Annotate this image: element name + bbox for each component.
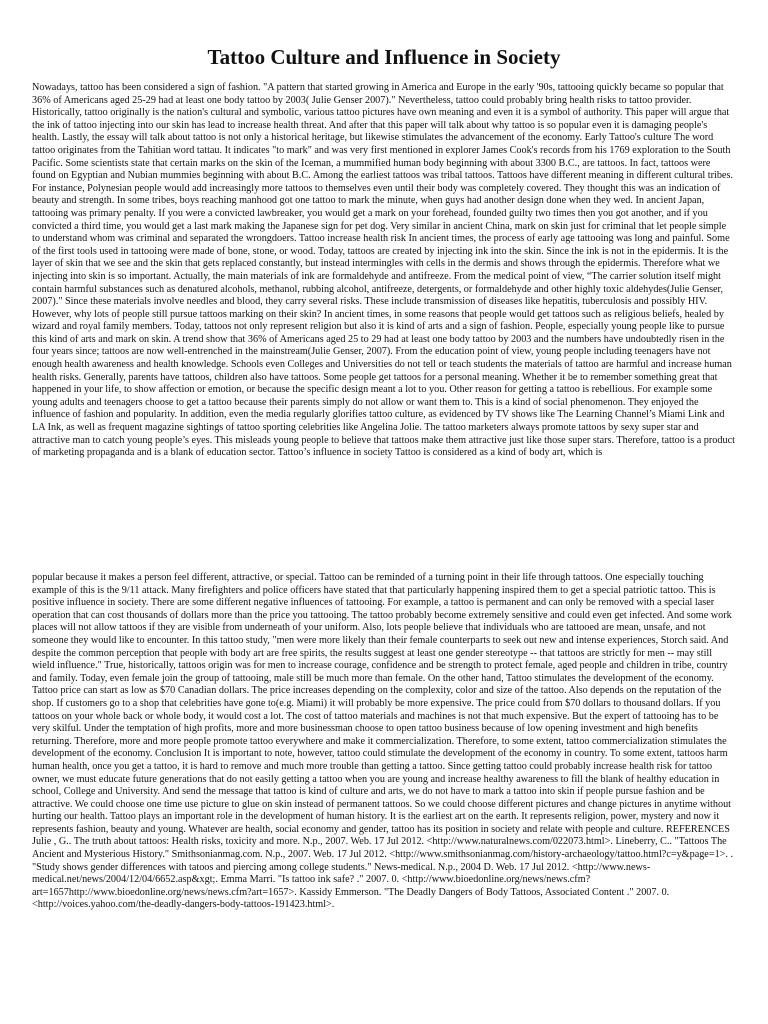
page-2-body-text: popular because it makes a person feel different, attractive, or special. Tattoo can be reminded of a turning point in their life through tattoos. One especially touching example of this is the 9/11 attack. Many firefighters and police officers have stated that that particularly happening inspired them to get a special patriotic tattoo. This is positive influence in society. There are some different negative influences of tattooing. For example, a tattoo is permanent and can only be removed with a special laser operation that can cost thousands of dollars more than the price you tattooing. The tattoo probably become extremely sensitive and could even get infected. And some work places will not allow tattoos if they are visible from underneath of your uniform. Also, lots people believe that individuals who are tattooed are mean, unsafe, and not someone they would like to encounter. In this tattoo study, "men were more likely than their female counterparts to seek out new and intense experiences, Storch said. And despite the common perception that people with body art are free spirits, the results suggest at least one gender stereotype -- that tattoos are strictly for men -- may still wield influence." True, historically, tattoos origin was for men to increase courage, confidence and be strength to protect female, aged people and children in tribe, country and family. Today, even female join the group of tattooing, male still be much more than female. On the other hand, Tattoo stimulates the development of the economy. Tattoo price can start as low as $70 Canadian dollars. The price increases depending on the complexity, color and size of the tattoo. Also depends on the reputation of the shop. If customers go to a shop that celebrities have gone to(e.g. Miami) it will probably be more expensive. The price could from $70 dollars to thousand dollars. If you tattoos on your whole back or whole body, it would cost a lot. The cost of tattoo materials and machines is not that much expensive. But the expert of tattooing has to be very skilful. Under the temptation of high profits, more and more businessman choose to open tattoo business because of low opening investment and high benefits returning. Therefore, more and more people promote tattoo everywhere and make it commercialization. Therefore, to some extent, tattoo commercialization stimulates the development of the economy. Conclusion It is important to note, however, tattoo could stimulate the development of the economy in country. To some extent, tattoos harm human health, once you get a tattoo, it is hard to remove and much more trouble than getting a tattoo. Since getting tattoo could probably increase health risk for tattoo owner, we must educate future generations that do not easily getting a tattoo when you are young and increase healthy awareness to fill the blank of healthy education in school, College and University. And send the message that tattoo is kind of culture and arts, we do not have to mark a tattoo into skin if people pursue fashion and be attractive. We could choose one time use picture to glue on skin instead of permanent tattoos. So we could choose different pictures and change pictures in anytime without hurting our health. Tattoo plays an important role in the development of human history. It is the earliest art on the earth. It represents religion, power, mystery and now it represents fashion, beauty and young. Whatever are health, social economy and gender, tattoo has its position in society and relate with people and culture. REFERENCES Julie , G.. The truth about tattoos: Health risks, toxicity and more. N.p., 2007. Web. 17 Jul 2012. <http://www.naturalnews.com/022073.html>. Lineberry, C.. "Tattoos The Ancient and Mysterious History." Smithsonianmag.com. N.p., 2007. Web. 17 Jul 2012. <http://www.smithsonianmag.com/history-archaeology/tattoo.html?c=y&page=1>. . "Study shows gender differences with tatoos and piercing among college students." News-medical. N.p., 2004 D. Web. 17 Jul 2012. <http://www.news-medical.net/news/2004/12/04/6652.asp&xgt;. Emma Marri. "Is tattoo ink safe? ." 2007. 0. <http://www.bioedonline.org/news/news.cfm?art=1657http://www.bioedonline.org/news/news.cfm?art=1657>. Kassidy Emmerson. "The Deadly Dangers of Body Tattoos, Associated Content ." 2007. 0. <http://voices.yahoo.com/the-deadly-dangers-body-tattoos-191423.html>. [32, 572, 734, 911]
page-1-body-text: Nowadays, tattoo has been considered a sign of fashion. "A pattern that started growing in America and Europe in the early '90s, tattooing quickly became so popular that 36% of Americans aged 25-29 had at least one body tattoo by 2003( Julie Genser 2007)." Nevertheless, tattoo could probably bring health risks to tattoo provider. Historically, tattoo originally is the nation's cultural and symbolic, various tattoo pictures have own meaning and even it is a symbol of authority. This paper will argue that the ink of tattoo injecting into our skin has lead to increase health threat. And after that this paper will talk about why tattoo is so popular even it is damaging people's health. Lastly, the essay will talk about tattoo is not only a historical heritage, but likewise stimulates the advancement of the economy. Early Tattoo's culture The word tattoo originates from the Tahitian word tattau. It indicates "to mark" and was very first mentioned in explorer James Cook's records from his 1769 exploration to the South Pacific. Some scientists state that certain marks on the skin of the Iceman, a mummified human body beginning with about 3300 B.C., are tattoos. In fact, tattoos were found on Egyptian and Nubian mummies beginning with about B.C. Among the earliest tattoos was tribal tattoos. Tattoos have different meaning in different cultural tribes. For instance, Polynesian people would add increasingly more tattoos to themselves even until their body was completely covered. They thought this was an indication of beauty and strength. In some tribes, boys reaching manhood got one tattoo to mark the minute, when guys had another design done when they wed. In ancient Japan, tattooing was primary penalty. If you were a convicted lawbreaker, you would get a mark on your forehead, founded guilty two times then you got another, and if you convicted a third time, you would get a last mark making the Japanese sign for pet dog. Very similar in ancient China, mark on skin just for criminal that let people simple to understand whom was criminal and separated the wrongdoers. Tattoo increase health risk In ancient times, the process of early age tattooing was long and painful. Some of the first tools used in tattooing were made of bone, stone, or wood. Today, tattoos are created by injecting ink into the skin. Since the ink is not in the epidermis. It is the layer of skin that we see and the skin that gets replaced constantly, but instead intermingles with cells in the dermis and shows through the epidermis. Therefore what we injecting into skin is so important. Actually, the main materials of ink are formaldehyde and antifreeze. From the medical point of view, “The carrier solution itself might contain harmful substances such as denatured alcohols, methanol, rubbing alcohol, antifreeze, detergents, or formaldehyde and other highly toxic aldehydes(Julie Genser, 2007)." Since these materials involve needles and blood, they carry several risks. These include transmission of diseases like hepatitis, tuberculosis and possibly HIV. However, why lots of people still pursue tattoos marking on their skin? In ancient times, in some reasons that people would get tattoos such as religious beliefs, healed by wizard and royal family members. Today, tattoos not only represent religion but also it is kind of arts and a sign of fashion. People, especially young people like to pursue this kind of arts and mark on skin. A trend show that 36% of Americans aged 25 to 29 had at least one body tattoo by 2003 and the numbers have undoubtedly risen in the four years since; tattoos are now well-entrenched in the mainstream(Julie Genser, 2007). From the education point of view, young people including teenagers have not enough health awareness and health knowledge. Schools even Colleges and Universities do not tell or teach students the materials of tattoo are harmful and increase human health risks. Generally, parents have tattoos, children also have tattoos. Some people get tattoos for a personal meaning. Whether it be to remember something great that happened in your life, to show affection or emotion, or because the specific design meant a lot to you. Other reason for getting a tattoo is rebellious. For example some young adults and teenagers choose to get a tattoo because their parents simply do not allow or want them to. This is a kind of social phenomenon. They enjoyed the influence of fashion and popularity. In addition, even the media regularly glorifies tattoo culture, as evidenced by TV shows like The Learning Channel’s Miami Link and LA Ink, as well as frequent magazine sightings of tattoo sporting celebrities like Angelina Jolie. The tattoo marketers always promote tattoos by sexy super star and attractive man to catch young people’s eyes. This misleads young people to believe that tattoos make them attractive just like those super stars. Therefore, tattoo is a product of marketing propaganda and is a blank of education sector. Tattoo’s influence in society Tattoo is considered as a kind of body art, which is [32, 82, 735, 459]
document-page-1 [32, 0, 736, 520]
document-title: Tattoo Culture and Influence in Society [207, 45, 561, 69]
page-break [0, 520, 768, 572]
document-page-2 [32, 572, 736, 1024]
